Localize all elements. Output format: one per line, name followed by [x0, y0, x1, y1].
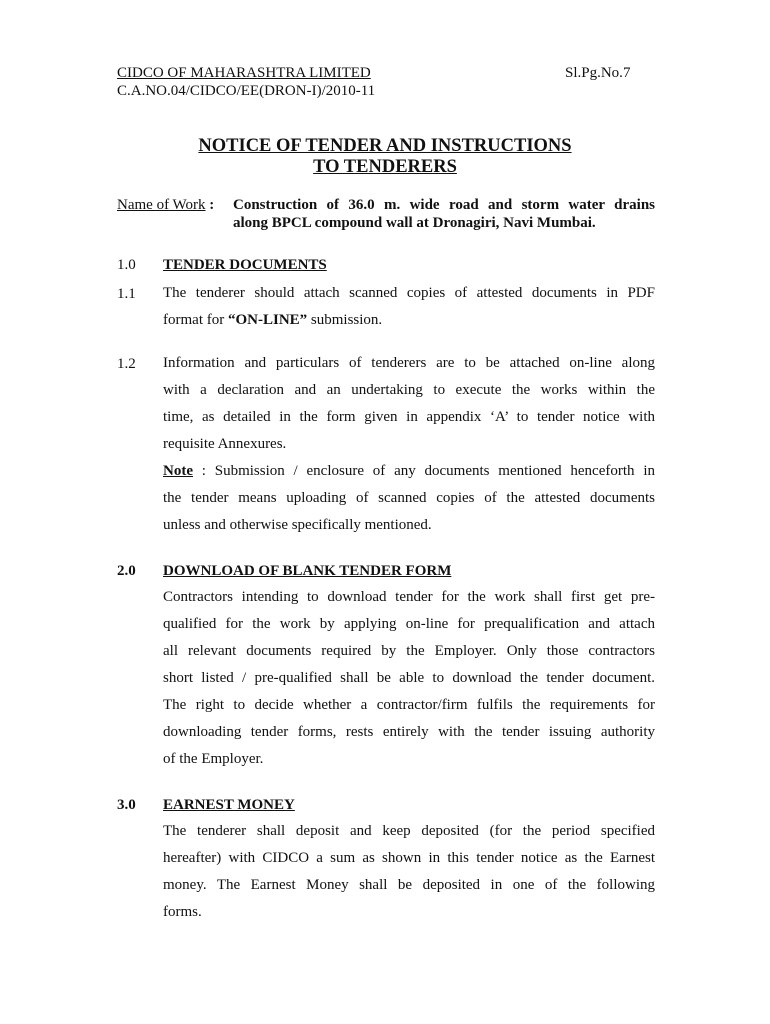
paragraph-line: qualified for the work by applying on-line for prequalification and attach	[163, 616, 655, 632]
name-of-work-colon: :	[205, 197, 215, 213]
name-of-work-description	[233, 196, 655, 232]
name-of-work-label-text: Name of Work	[117, 197, 206, 213]
paragraph-line: downloading tender forms, rests entirely with the tender issuing authority	[163, 724, 655, 740]
paragraph-line: requisite Annexures.	[163, 436, 287, 452]
note-line: the tender means uploading of scanned copies of the attested documents	[163, 490, 655, 506]
paragraph-line: Information and particulars of tenderers are to be attached on-line along	[163, 355, 655, 371]
paragraph-line: Contractors intending to download tender for the work shall first get pre-	[163, 589, 655, 605]
section-heading: TENDER DOCUMENTS	[163, 257, 327, 273]
paragraph-line: The right to decide whether a contractor/firm fulfils the requirements for	[163, 697, 655, 713]
name-of-work-line-1: Construction of 36.0 m. wide road and storm water drains	[233, 197, 655, 213]
section-number: 3.0	[117, 797, 136, 813]
section-paragraph	[163, 584, 655, 773]
note-line	[163, 458, 655, 485]
paragraph-line: all relevant documents required by the Employer. Only those contractors	[163, 643, 655, 659]
page-number-label	[565, 64, 630, 82]
paragraph-line: money. The Earnest Money shall be deposited in one of the following	[163, 877, 655, 893]
paragraph-line: short listed / pre-qualified shall be able to download the tender document.	[163, 670, 655, 686]
text-run: : Submission / enclosure of any documents mentioned henceforth in	[193, 463, 655, 479]
document-title-line-1: NOTICE OF TENDER AND INSTRUCTIONS	[198, 136, 572, 156]
contract-number: C.A.NO.04/CIDCO/EE(DRON-I)/2010-11	[117, 83, 376, 99]
paragraph-line: The tenderer shall deposit and keep deposited (for the period specified	[163, 823, 655, 839]
paragraph-line: time, as detailed in the form given in appendix ‘A’ to tender notice with	[163, 409, 655, 425]
note-line: unless and otherwise specifically mentioned.	[163, 517, 432, 533]
section-heading: DOWNLOAD OF BLANK TENDER FORM	[163, 563, 452, 579]
text-run: format for	[163, 312, 228, 328]
clause-number: 1.2	[117, 356, 136, 372]
name-of-work-line-2: along BPCL compound wall at Dronagiri, Navi Mumbai.	[233, 215, 596, 231]
clause-paragraph	[163, 280, 655, 334]
organization-name: CIDCO OF MAHARASHTRA LIMITED	[117, 65, 371, 81]
paragraph-line: of the Employer.	[163, 751, 264, 767]
clause-number: 1.1	[117, 286, 136, 302]
paragraph-line: with a declaration and an undertaking to execute the works within the	[163, 382, 655, 398]
paragraph-line	[163, 307, 655, 334]
document-title-line-2: TO TENDERERS	[313, 157, 457, 177]
emphasis-text: “ON-LINE”	[227, 312, 308, 328]
page-number: 7	[622, 65, 631, 81]
clause-paragraph	[163, 350, 655, 539]
paragraph-line: forms.	[163, 904, 202, 920]
note-label: Note	[163, 463, 193, 479]
text-run: submission.	[307, 312, 383, 328]
name-of-work-label	[117, 196, 214, 214]
section-paragraph	[163, 818, 655, 926]
section-number: 2.0	[117, 563, 136, 579]
paragraph-line: The tenderer should attach scanned copies of attested documents in PDF	[163, 285, 655, 301]
section-number: 1.0	[117, 257, 136, 273]
paragraph-line: hereafter) with CIDCO a sum as shown in this tender notice as the Earnest	[163, 850, 655, 866]
page-label: Sl.Pg.No.	[565, 65, 623, 81]
section-heading: EARNEST MONEY	[163, 797, 295, 813]
